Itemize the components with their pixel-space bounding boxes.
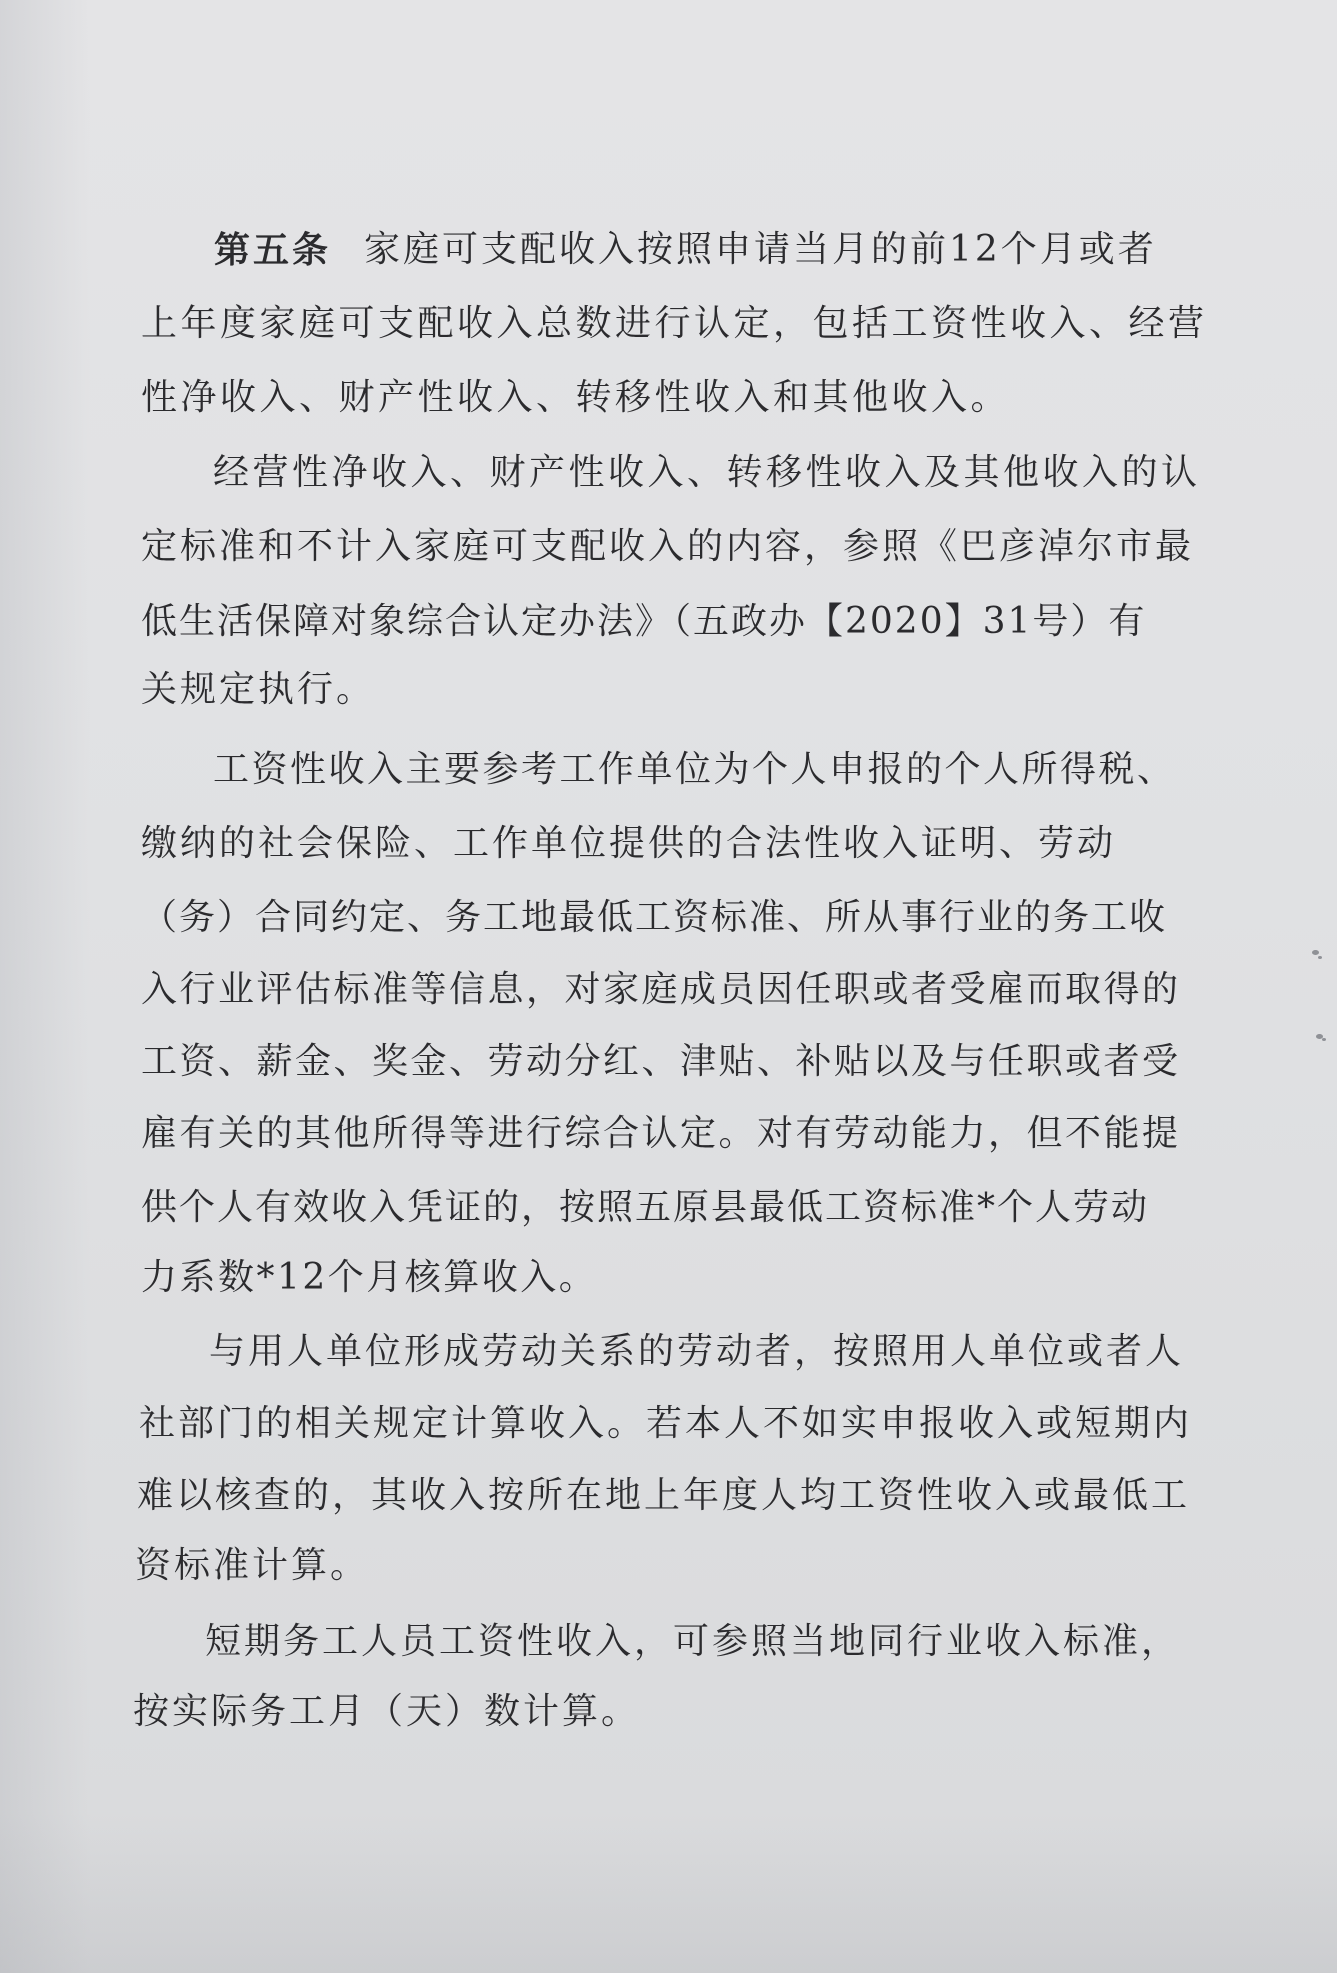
article-heading: 第五条 [214, 229, 332, 271]
text-line: 工资性收入主要参考工作单位为个人申报的个人所得税、 [213, 749, 1176, 790]
text-line: 低生活保障对象综合认定办法》（五政办【2020】31号）有 [141, 601, 1147, 642]
text-line: 经营性净收入、财产性收入、转移性收入及其他收入的认 [213, 452, 1201, 493]
text-line: 雇有关的其他所得等进行综合认定。对有劳动能力，但不能提 [141, 1113, 1181, 1154]
text-line: 与用人单位形成劳动关系的劳动者，按照用人单位或者人 [209, 1331, 1185, 1372]
text-line: 上年度家庭可支配收入总数进行认定，包括工资性收入、经营 [141, 303, 1208, 344]
text-line: 难以核查的，其收入按所在地上年度人均工资性收入或最低工 [137, 1475, 1191, 1516]
text-line: 力系数*12个月核算收入。 [141, 1257, 598, 1298]
text-line: 缴纳的社会保险、工作单位提供的合法性收入证明、劳动 [141, 823, 1117, 864]
text-line: 入行业评估标准等信息，对家庭成员因任职或者受雇而取得的 [141, 969, 1181, 1010]
text-line: 定标准和不计入家庭可支配收入的内容，参照《巴彦淖尔市最 [141, 526, 1195, 567]
binder-hole-mark [1312, 950, 1319, 955]
text-line: 资标准计算。 [135, 1545, 370, 1586]
binder-hole-mark [1322, 1038, 1326, 1041]
page-shadow-bottom [0, 1813, 1337, 1973]
text-line: 性净收入、财产性收入、转移性收入和其他收入。 [141, 377, 1011, 418]
text-line: 工资、薪金、奖金、劳动分红、津贴、补贴以及与任职或者受 [141, 1041, 1181, 1082]
text-line: （务）合同约定、务工地最低工资标准、所从事行业的务工收 [141, 897, 1168, 938]
text-line: 家庭可支配收入按照申请当月的前12个月或者 [364, 229, 1157, 270]
text-line: 社部门的相关规定计算收入。若本人不如实申报收入或短期内 [139, 1403, 1193, 1444]
page-shadow-left [0, 0, 90, 1973]
text-line: 短期务工人员工资性收入，可参照当地同行业收入标准， [205, 1621, 1181, 1662]
text-line: 关规定执行。 [141, 669, 376, 710]
text-line: 按实际务工月（天）数计算。 [133, 1691, 641, 1732]
text-line: 供个人有效收入凭证的，按照五原县最低工资标准*个人劳动 [141, 1187, 1150, 1228]
binder-hole-mark [1318, 956, 1322, 959]
